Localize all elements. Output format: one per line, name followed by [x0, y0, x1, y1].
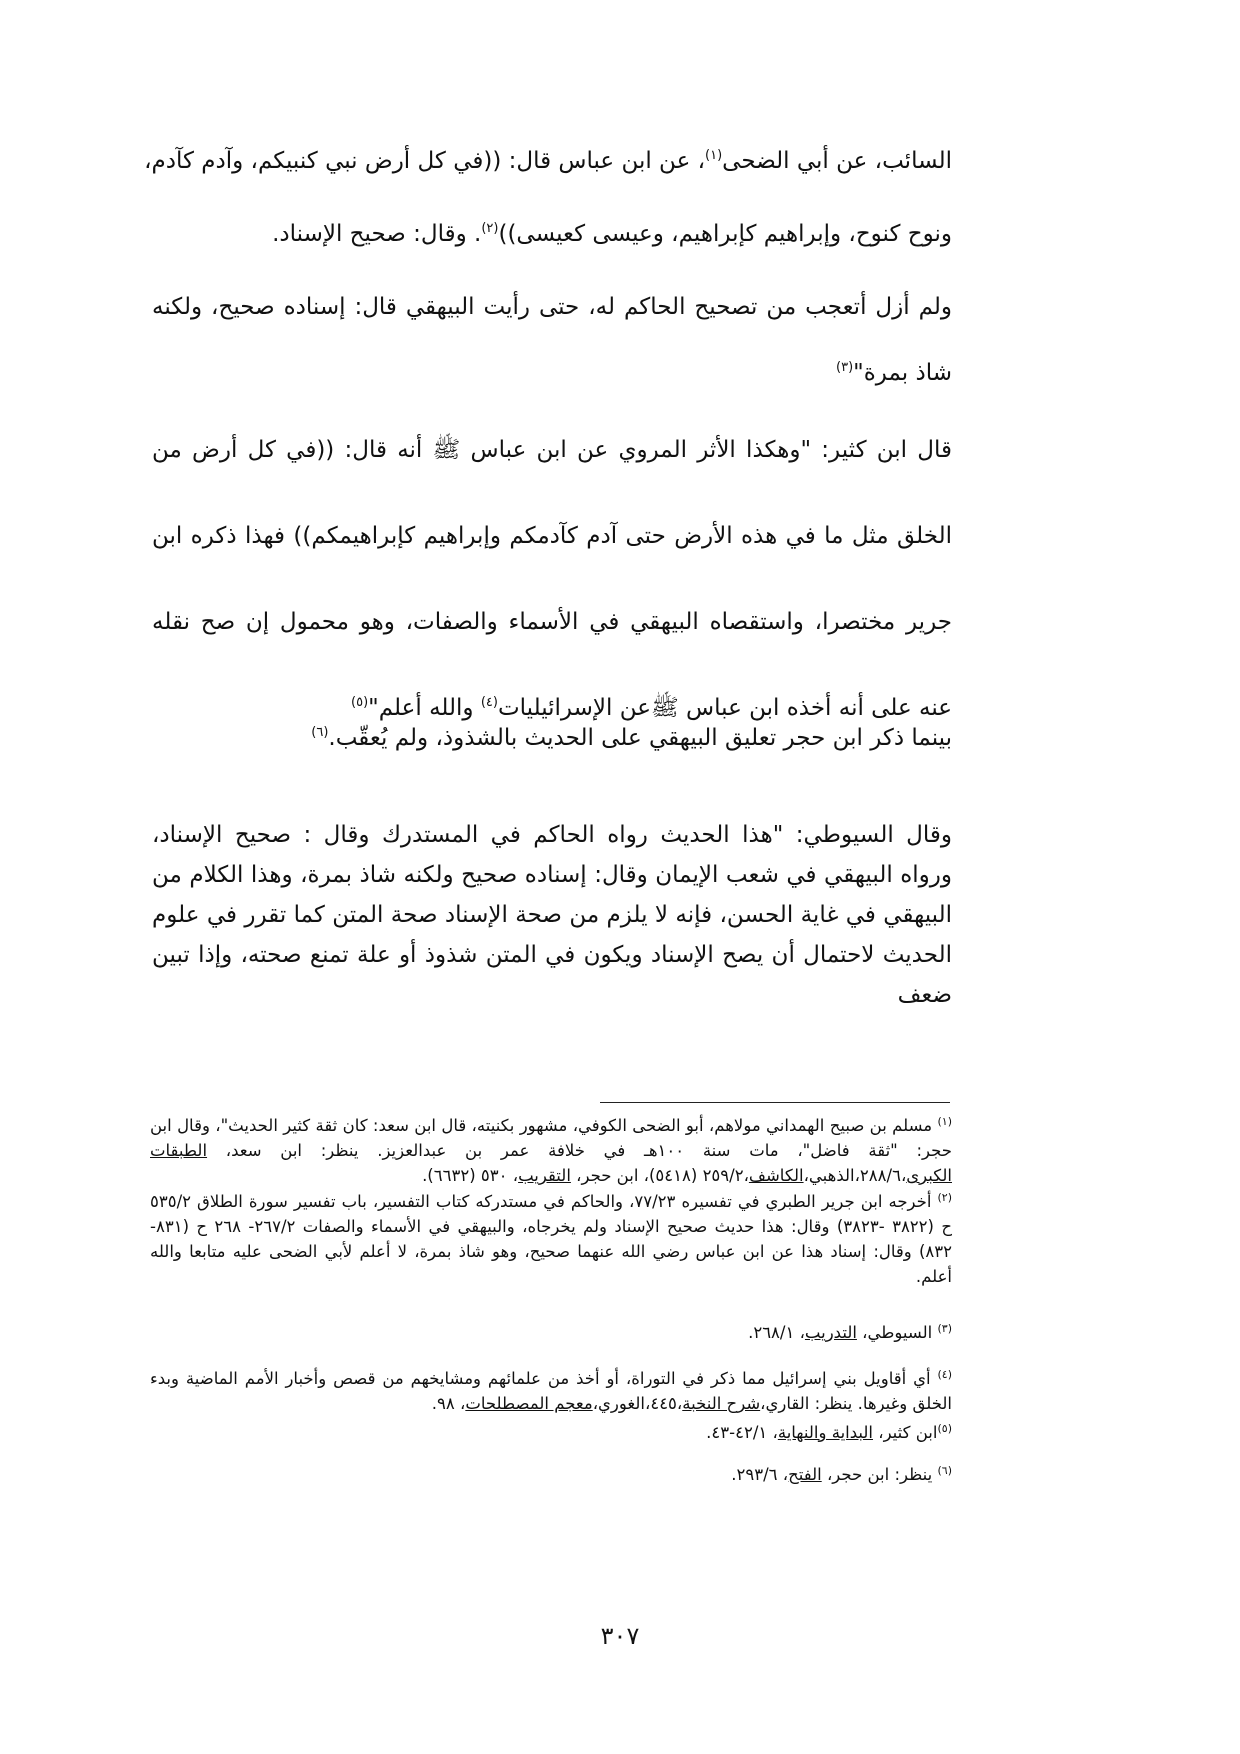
footnote-ref: (٤) [480, 695, 498, 710]
body-line: شاذ بمرة"$^{(٣)}$ [836, 360, 952, 386]
body-line: بينما ذكر ابن حجر تعليق البيهقي على الحديث بالشذوذ، ولم يُعقّب.$^{(٦)}$ [311, 725, 952, 751]
footnote-ref: (١) [705, 148, 723, 163]
body-line: ونوح كنوح، وإبراهيم كإبراهيم، وعيسى كعيسى))$^{(٢)}$. وقال: صحيح الإسناد. [272, 221, 952, 247]
footnote-ref: (٥) [351, 695, 369, 710]
paragraph-suyuti: وقال السيوطي: "هذا الحديث رواه الحاكم في المستدرك وقال : صحيح الإسناد، ورواه البيهقي في شعب الإيمان وقال: إسناده صحيح ولكنه شاذ بمرة، وهذا الكلام من البيهقي في غاية الحسن، فإنه لا يلزم من صحة الإسناد صحة المتن كما تقرر في علوم الحديث لاحتمال أن يصح الإسناد ويكون في المتن شذوذ أو علة تمنع صحته، وإذا تبين ضعف [152, 822, 952, 1008]
body-line: ولم أزل أتعجب من تصحيح الحاكم له، حتى رأيت البيهقي قال: إسناده صحيح، ولكنه [152, 294, 952, 320]
footnote-6: $^{(٦)}$ ينظر: ابن حجر، الفتح، ٢٩٣/٦. [731, 1464, 952, 1484]
page-number: ٣٠٧ [600, 1622, 640, 1650]
footnote-ref: (٦) [311, 725, 329, 740]
footnote-ref: (٢) [481, 221, 499, 236]
footnote-2: $^{(٢)}$ أخرجه ابن جرير الطبري في تفسيره ٧٧/٢٣، والحاكم في مستدركه كتاب التفسير، باب تفسير سورة الطلاق ٥٣٥/٢ ح (٣٨٢٢ -٣٨٢٣) وقال: هذا حديث صحيح الإسناد ولم يخرجاه، والبيهقي في الأسماء والصفات ٢٦٧/٢- ٢٦٨ ح (٨٣١- ٨٣٢) وقال: إسناد هذا عن ابن عباس رضي الله عنهما صحيح، وهو شاذ بمرة، لا أعلم لأبي الضحى عليه متابعا والله أعلم. [150, 1191, 953, 1286]
footnote-5: $^{(٥)}$ابن كثير، البداية والنهاية، ٤٢/١-٤٣. [706, 1422, 952, 1442]
footnote-4: $^{(٤)}$ أي أقاويل بني إسرائيل مما ذكر في التوراة، أو أخذ من علمائهم ومشايخهم من قصص وأخبار الأمم الماضية وبدء الخلق وغيرها. ينظر: القاري،شرح النخبة،٤٤٥،الغوري،معجم المصطلحات، ٩٨. [150, 1368, 952, 1413]
paragraph-ibn-kathir: قال ابن كثير: "وهكذا الأثر المروي عن ابن عباس ﷺ أنه قال: ((في كل أرض من الخلق مثل ما في هذه الأرض حتى آدم كآدمكم وإبراهيم كإبراهيمكم)) فهذا ذكره ابن جرير مختصرا، واستقصاه البيهقي في الأسماء والصفات، وهو محمول إن صح نقله عنه على أنه أخذه ابن عباس ﷺعن الإسرائيليات$^{(٤)}$ والله أعلم"$^{(٥)}$ [152, 437, 952, 721]
body-line: السائب، عن أبي الضحى$^{(١)}$، عن ابن عباس قال: ((في كل أرض نبي كنبيكم، وآدم كآدم، [144, 148, 952, 174]
footnote-1: $^{(١)}$ مسلم بن صبيح الهمداني مولاهم، أبو الضحى الكوفي، مشهور بكنيته، قال ابن سعد: كان ثقة كثير الحديث"، وقال ابن حجر: "ثقة فاضل"، مات سنة ١٠٠هـ في خلافة عمر بن عبدالعزيز. ينظر: ابن سعد، الطبقات الكبرى،٢٨٨/٦،الذهبي،الكاشف،٢٥٩/٢ (٥٤١٨)، ابن حجر، التقريب، ٥٣٠ (٦٦٣٢). [150, 1115, 952, 1185]
footnote-separator [600, 1102, 950, 1103]
footnote-ref: (٣) [836, 360, 854, 375]
footnote-3: $^{(٣)}$ السيوطي، التدريب، ٢٦٨/١. [748, 1322, 952, 1342]
